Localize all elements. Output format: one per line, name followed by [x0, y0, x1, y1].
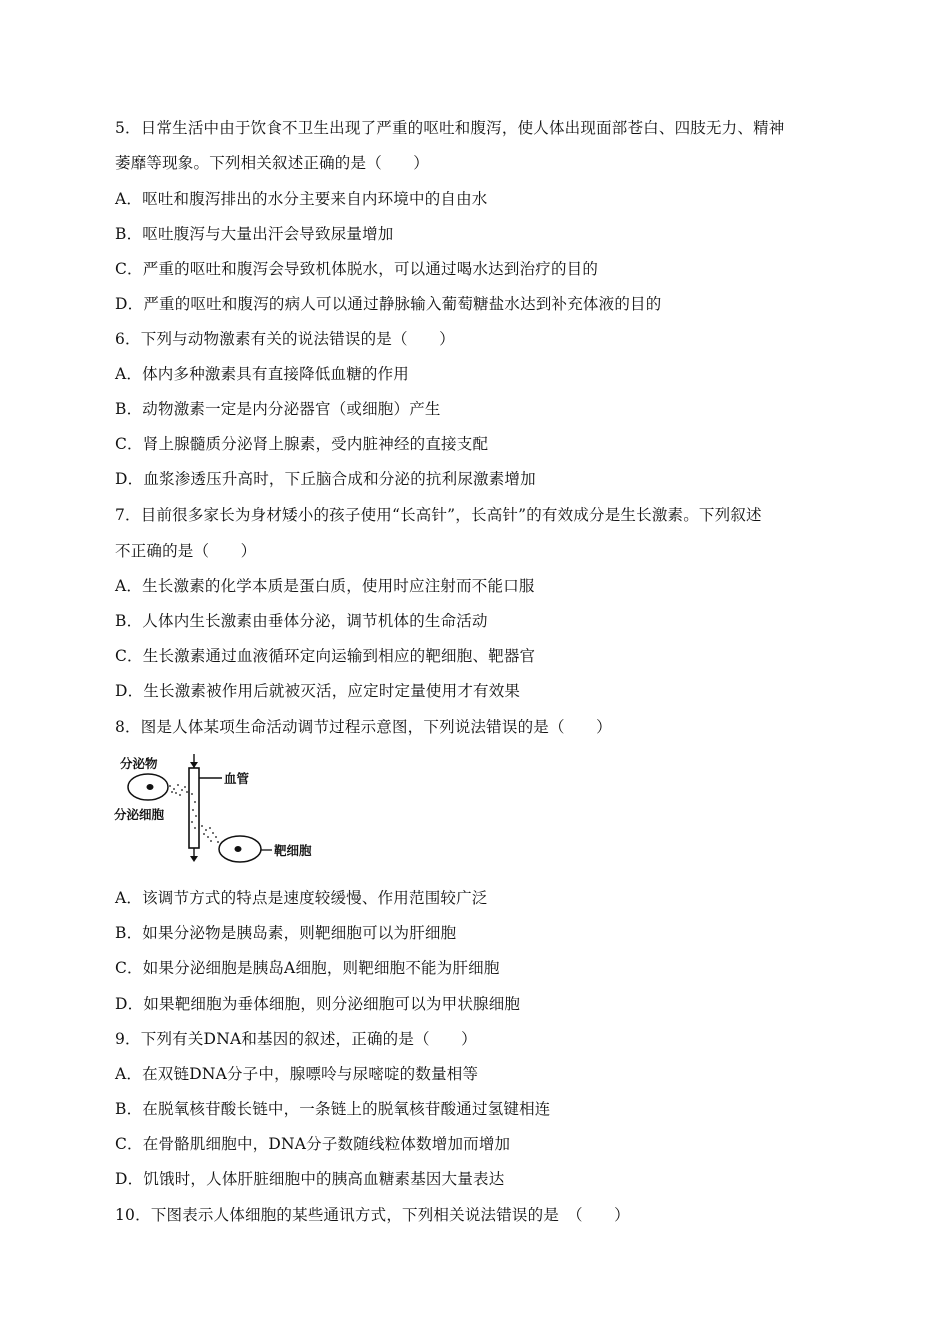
label-target-cell: 靶细胞: [274, 843, 312, 858]
arrow-down-top-icon: [190, 762, 198, 768]
q8-diagram: [112, 752, 332, 864]
arrow-down-bottom-icon: [190, 856, 198, 862]
q9-option-a: A．在双链DNA分子中，腺嘌呤与尿嘧啶的数量相等: [115, 1065, 479, 1083]
q5-option-c: C．严重的呕吐和腹泻会导致机体脱水，可以通过喝水达到治疗的目的: [115, 260, 599, 278]
q8-option-b: B．如果分泌物是胰岛素，则靶细胞可以为肝细胞: [115, 924, 457, 942]
q8-option-d: D．如果靶细胞为垂体细胞，则分泌细胞可以为甲状腺细胞: [115, 995, 521, 1013]
q9-option-d: D．饥饿时，人体肝脏细胞中的胰高血糖素基因大量表达: [115, 1170, 505, 1188]
q9-option-c: C．在骨骼肌细胞中，DNA分子数随线粒体数增加而增加: [115, 1135, 511, 1153]
q6-stem: 6．下列与动物激素有关的说法错误的是（ ）: [115, 330, 455, 348]
q5-option-b: B．呕吐腹泻与大量出汗会导致尿量增加: [115, 225, 394, 243]
q5-stem-line2: 萎靡等现象。下列相关叙述正确的是（ ）: [115, 154, 430, 172]
q8-option-a: A．该调节方式的特点是速度较缓慢、作用范围较广泛: [115, 889, 488, 907]
secretory-cell-nucleus: [147, 784, 154, 790]
q6-option-b: B．动物激素一定是内分泌器官（或细胞）产生: [115, 400, 441, 418]
q7-stem-line2: 不正确的是（ ）: [115, 542, 257, 560]
q5-option-d: D．严重的呕吐和腹泻的病人可以通过静脉输入葡萄糖盐水达到补充体液的目的: [115, 295, 662, 313]
q6-option-a: A．体内多种激素具有直接降低血糖的作用: [115, 365, 409, 383]
label-vessel: 血管: [224, 771, 250, 786]
q10-stem: 10．下图表示人体细胞的某些通讯方式，下列相关说法错误的是 （ ）: [115, 1206, 630, 1224]
blood-vessel: [189, 768, 199, 848]
label-secretion: 分泌物: [120, 756, 158, 771]
q7-option-b: B．人体内生长激素由垂体分泌，调节机体的生命活动: [115, 612, 488, 630]
q7-option-d: D．生长激素被作用后就被灭活，应定时定量使用才有效果: [115, 682, 521, 700]
q5-stem-line1: 5．日常生活中由于饮食不卫生出现了严重的呕吐和腹泻，使人体出现面部苍白、四肢无力、精神: [115, 119, 785, 137]
label-secretory-cell: 分泌细胞: [114, 807, 165, 822]
q7-option-a: A．生长激素的化学本质是蛋白质，使用时应注射而不能口服: [115, 577, 535, 595]
q6-option-c: C．肾上腺髓质分泌肾上腺素，受内脏神经的直接支配: [115, 435, 489, 453]
q6-option-d: D．血浆渗透压升高时，下丘脑合成和分泌的抗利尿激素增加: [115, 470, 536, 488]
q8-option-c: C．如果分泌细胞是胰岛A细胞，则靶细胞不能为肝细胞: [115, 959, 500, 977]
q5-option-a: A．呕吐和腹泻排出的水分主要来自内环境中的自由水: [115, 190, 488, 208]
q9-stem: 9．下列有关DNA和基因的叙述，正确的是（ ）: [115, 1030, 477, 1048]
q7-option-c: C．生长激素通过血液循环定向运输到相应的靶细胞、靶器官: [115, 647, 536, 665]
q9-option-b: B．在脱氧核苷酸长链中，一条链上的脱氧核苷酸通过氢键相连: [115, 1100, 551, 1118]
target-cell-nucleus: [235, 846, 242, 852]
q8-stem: 8．图是人体某项生命活动调节过程示意图，下列说法错误的是（ ）: [115, 718, 612, 736]
q7-stem-line1: 7．目前很多家长为身材矮小的孩子使用“长高针”，长高针”的有效成分是生长激素。下列叙述: [115, 506, 762, 524]
